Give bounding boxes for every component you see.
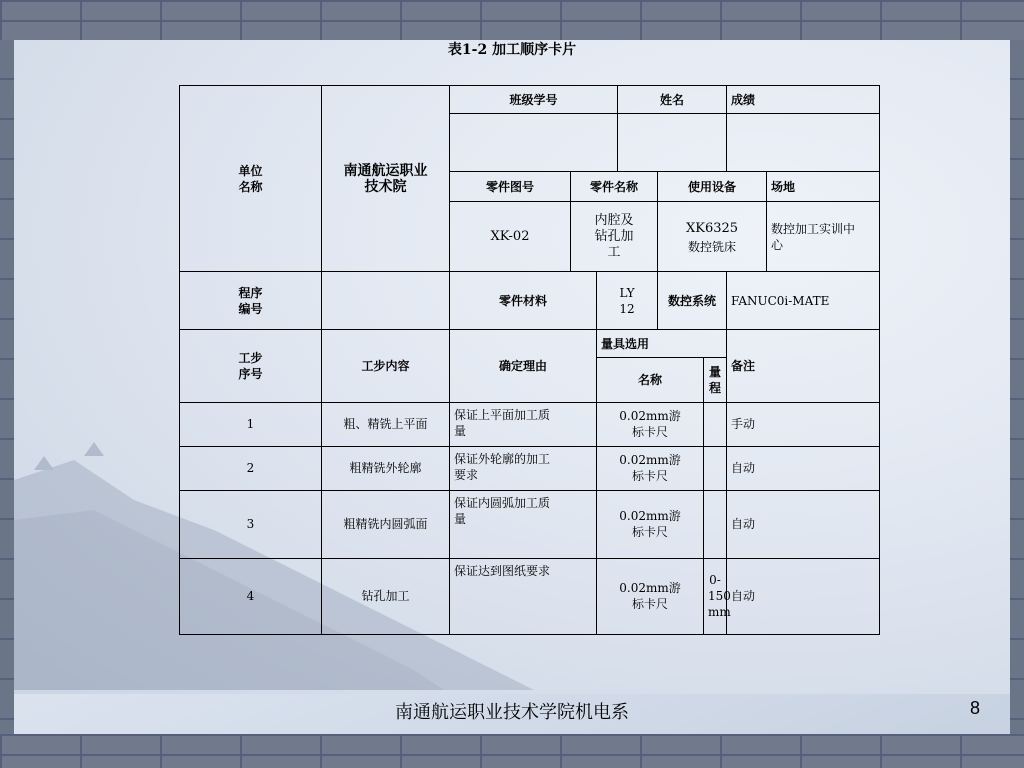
process-sequence-card [179,85,880,635]
brick-border-right [1010,40,1024,734]
name-label: 姓名 [618,86,727,114]
step-content: 粗精铣外轮廓 [322,446,450,490]
step-reason: 保证上平面加工质 量 [450,402,597,446]
col-step-no: 工步 序号 [180,330,322,402]
cnc-system-value: FANUC0i-MATE [727,272,880,330]
unit-name-value: 南通航运职业 技术院 [322,86,450,272]
step-range [704,490,727,558]
brick-border-left [0,40,14,734]
unit-name-label: 单位 名称 [180,86,322,272]
step-content: 粗精铣内圆弧面 [322,490,450,558]
part-name-value: 内腔及 钻孔加 工 [571,202,658,272]
col-step-content: 工步内容 [322,330,450,402]
table-row [180,446,880,490]
table-title: 表1-2 加工顺序卡片 [447,42,577,58]
equipment-value [658,202,767,272]
step-gauge: 0.02mm游 标卡尺 [597,490,704,558]
step-no: 1 [180,402,322,446]
table-row [180,402,880,446]
page-number: 8 [969,698,980,718]
part-drawing-value: XK-02 [450,202,571,272]
name-value [618,114,727,172]
material-value: LY 12 [597,272,658,330]
col-gauge-range: 量 程 [704,358,727,402]
step-no: 2 [180,446,322,490]
class-id-value [450,114,618,172]
score-value [727,114,880,172]
site-value: 数控加工实训中 心 [767,202,880,272]
col-gauge-group: 量具选用 [597,330,727,358]
step-reason: 保证内圆弧加工质 量 [450,490,597,558]
brick-border-top [0,0,1024,40]
step-range: 0- 150 mm [704,558,727,634]
step-range [704,446,727,490]
step-gauge: 0.02mm游 标卡尺 [597,558,704,634]
step-content: 粗、精铣上平面 [322,402,450,446]
step-gauge: 0.02mm游 标卡尺 [597,402,704,446]
col-gauge-name: 名称 [597,358,704,402]
table-row [180,558,880,634]
step-no: 3 [180,490,322,558]
step-remark: 自动 [727,490,880,558]
footer-text: 南通航运职业技术学院机电系 [395,702,629,723]
equipment-desc: 数控铣床 [688,239,737,254]
step-remark: 自动 [727,558,880,634]
step-remark: 手动 [727,402,880,446]
col-reason: 确定理由 [450,330,597,402]
equipment-label: 使用设备 [658,172,767,202]
step-remark: 自动 [727,446,880,490]
program-no-value [322,272,450,330]
step-content: 钻孔加工 [322,558,450,634]
score-label: 成绩 [727,86,880,114]
program-no-label: 程序 编号 [180,272,322,330]
brick-border-bottom [0,734,1024,768]
step-gauge: 0.02mm游 标卡尺 [597,446,704,490]
site-label: 场地 [767,172,880,202]
step-reason: 保证达到图纸要求 [450,558,597,634]
equipment-model: XK6325 [685,220,739,236]
part-drawing-label: 零件图号 [450,172,571,202]
cnc-system-label: 数控系统 [658,272,727,330]
col-remarks: 备注 [727,330,880,402]
class-id-label: 班级学号 [450,86,618,114]
step-no: 4 [180,558,322,634]
material-label: 零件材料 [450,272,597,330]
step-reason: 保证外轮廓的加工 要求 [450,446,597,490]
part-name-label: 零件名称 [571,172,658,202]
step-range [704,402,727,446]
table-row [180,490,880,558]
